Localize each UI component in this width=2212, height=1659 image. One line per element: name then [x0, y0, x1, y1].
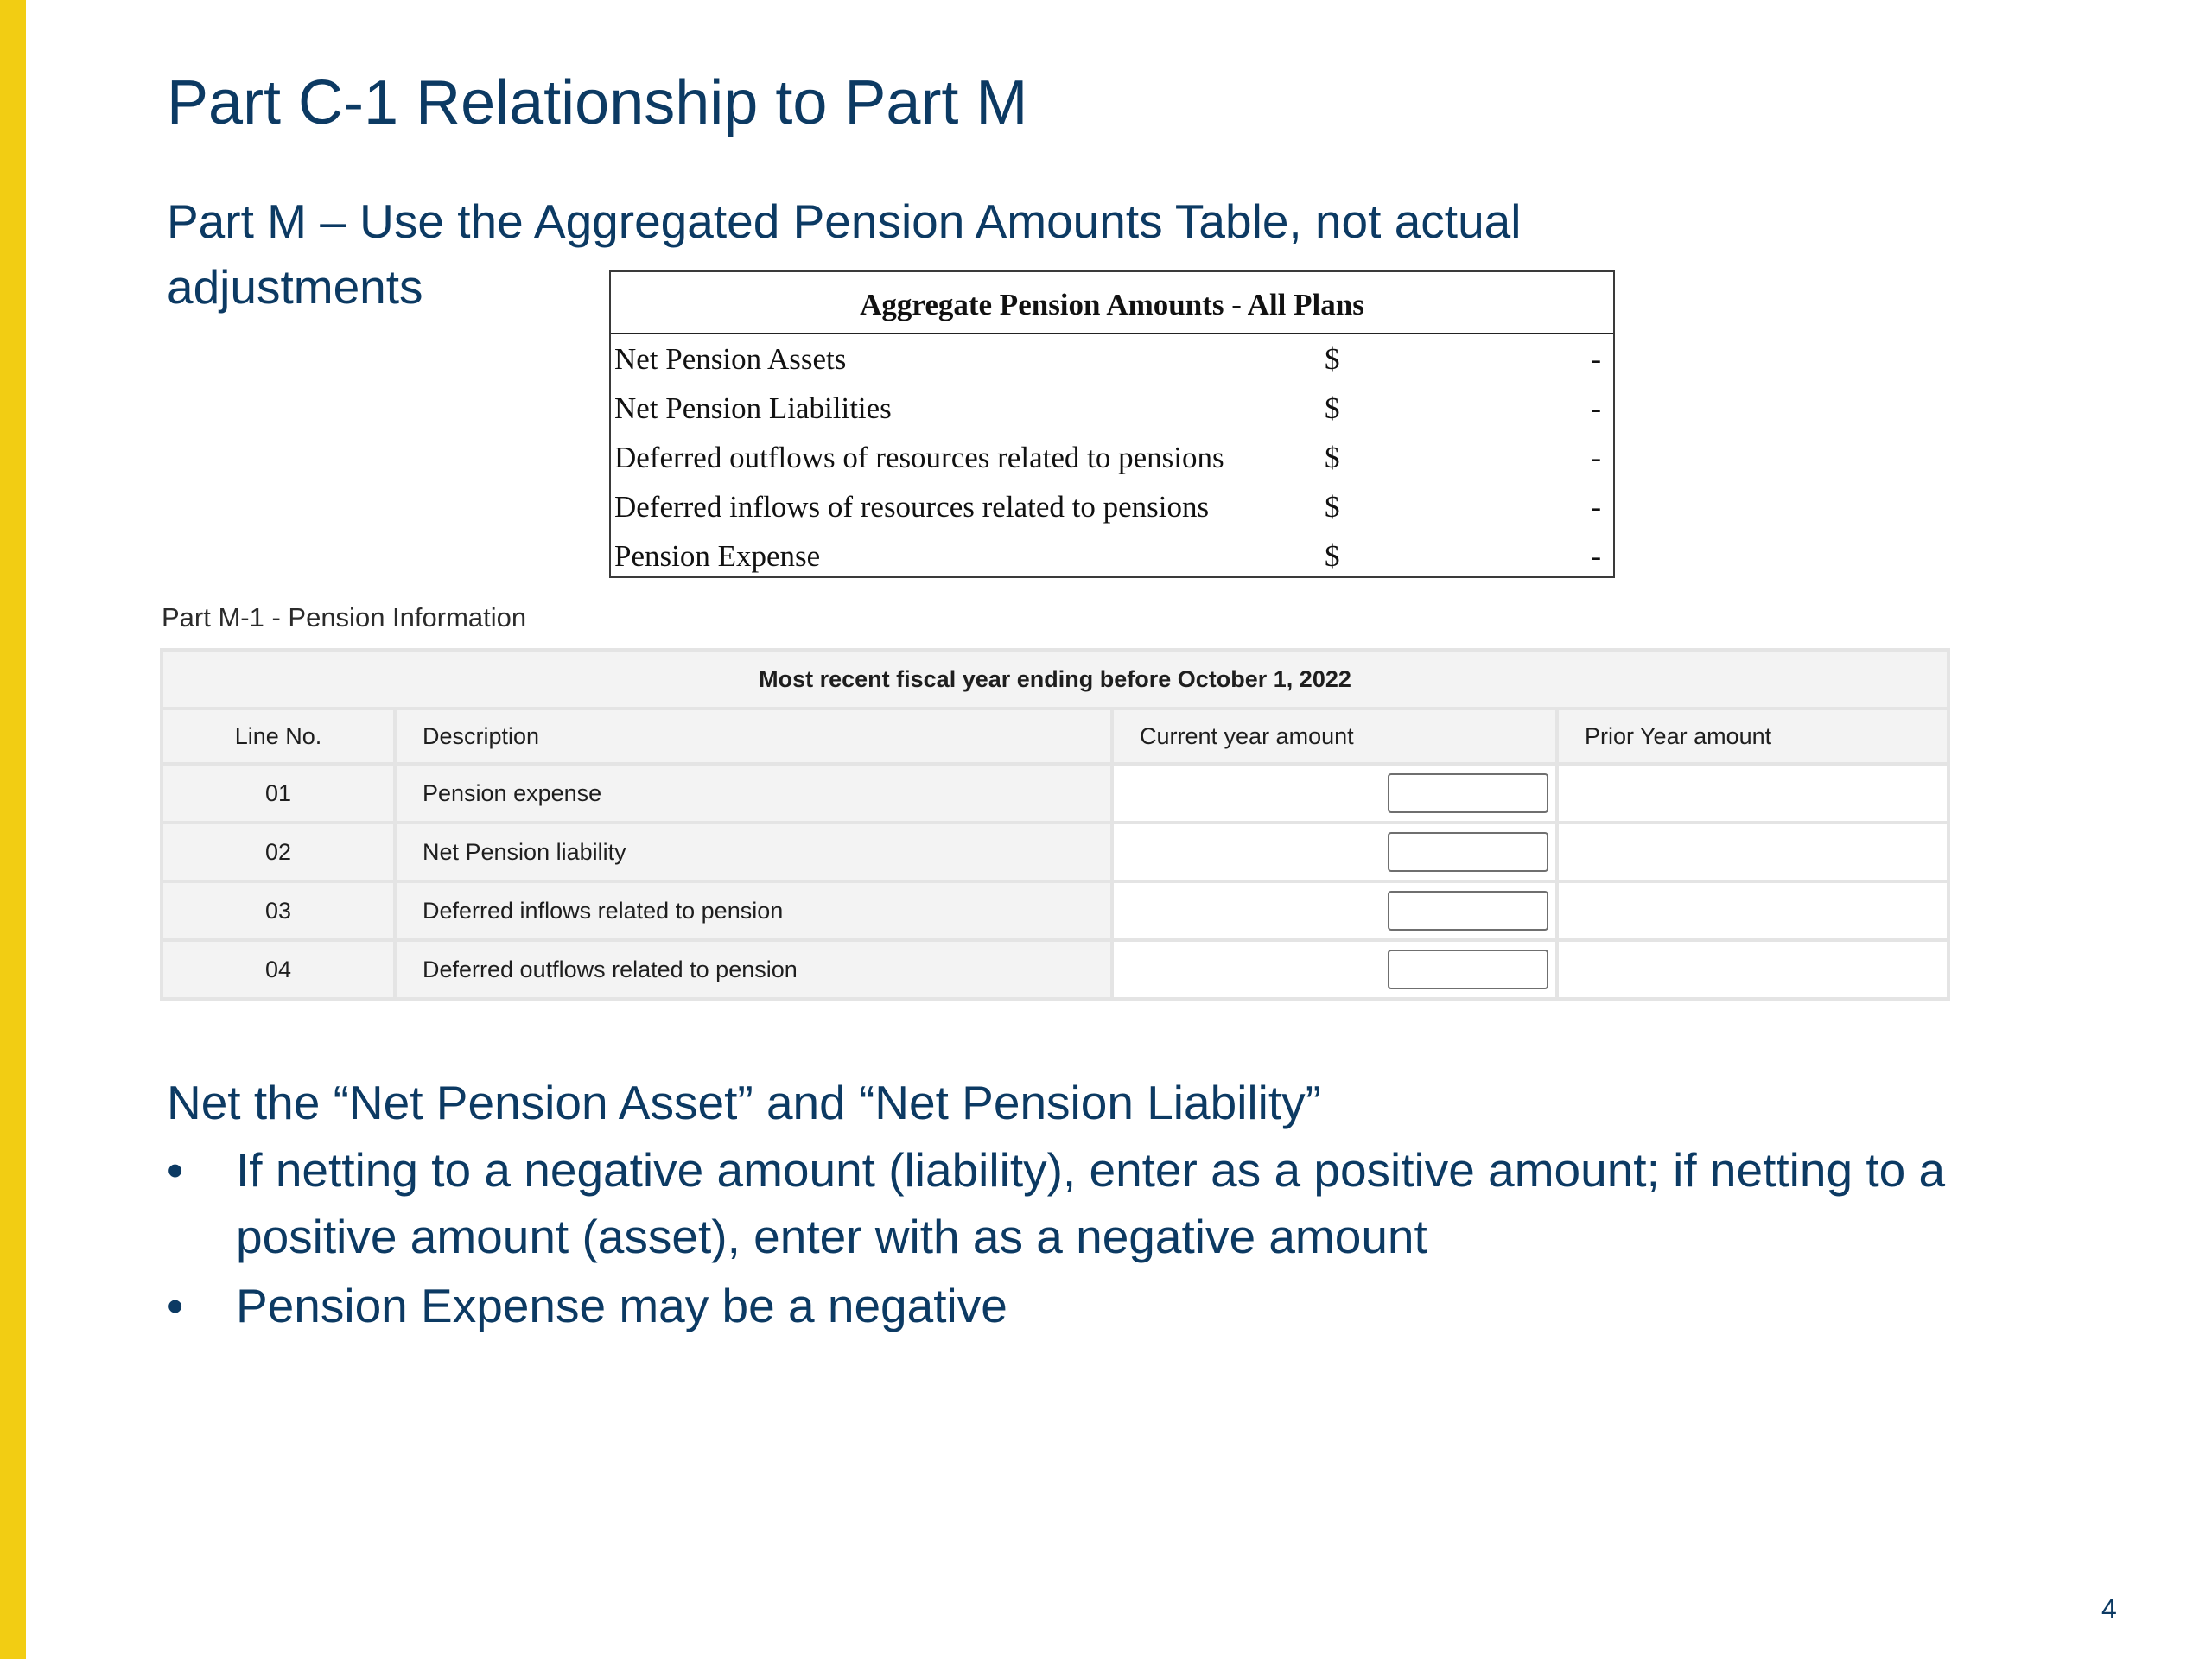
current-year-cell — [1112, 764, 1557, 823]
current-year-cell — [1112, 823, 1557, 881]
bullet-icon: • — [167, 1143, 184, 1197]
prior-year-cell — [1557, 940, 1948, 999]
aggregate-pension-table — [609, 270, 1615, 578]
line-description: Deferred outflows related to pension — [395, 940, 1112, 999]
aggregate-row-label: Net Pension Assets — [614, 342, 847, 376]
column-header-row — [162, 709, 1948, 764]
bullet-text: If netting to a negative amount (liability), enter as a positive amount; if netting to a positive amount (asset), enter with as a negative amount — [236, 1143, 1946, 1263]
list-item — [167, 1273, 2068, 1339]
aggregate-row-value: - — [1591, 391, 1601, 425]
aggregate-row-value: - — [1591, 539, 1601, 573]
aggregate-row-label: Deferred inflows of resources related to pensions — [614, 490, 1210, 524]
prior-year-cell — [1557, 823, 1948, 881]
table-row — [162, 881, 1948, 940]
table-row — [162, 823, 1948, 881]
column-header-current-year: Current year amount — [1112, 709, 1557, 764]
aggregate-row-value: - — [1591, 441, 1601, 474]
column-header-prior-year: Prior Year amount — [1557, 709, 1948, 764]
current-year-amount-input[interactable] — [1388, 891, 1548, 931]
aggregate-row-value: - — [1591, 342, 1601, 376]
column-header-line-no: Line No. — [162, 709, 395, 764]
page-number: 4 — [2101, 1593, 2117, 1624]
bullet-icon: • — [167, 1279, 184, 1332]
line-number: 02 — [162, 823, 395, 881]
slide-subtitle: Part M – Use the Aggregated Pension Amounts Table, not actual adjustments — [167, 194, 1522, 314]
line-number: 01 — [162, 764, 395, 823]
aggregate-row-label: Deferred outflows of resources related to pensions — [614, 441, 1224, 474]
fiscal-year-header: Most recent fiscal year ending before October 1, 2022 — [162, 650, 1948, 709]
line-description: Pension expense — [395, 764, 1112, 823]
current-year-amount-input[interactable] — [1388, 773, 1548, 813]
bullet-text: Pension Expense may be a negative — [236, 1279, 1007, 1332]
aggregate-row-label: Pension Expense — [614, 539, 821, 573]
line-description: Net Pension liability — [395, 823, 1112, 881]
line-number: 03 — [162, 881, 395, 940]
slide-title: Part C-1 Relationship to Part M — [167, 68, 1028, 137]
aggregate-row — [611, 433, 1613, 482]
prior-year-cell — [1557, 881, 1948, 940]
table-row — [162, 940, 1948, 999]
pension-information-table — [160, 648, 1950, 1001]
part-m1-heading: Part M-1 - Pension Information — [162, 602, 527, 632]
current-year-amount-input[interactable] — [1388, 950, 1548, 989]
aggregate-row — [611, 531, 1613, 581]
aggregate-table-title: Aggregate Pension Amounts - All Plans — [611, 272, 1613, 334]
currency-symbol: $ — [1325, 441, 1340, 474]
current-year-cell — [1112, 881, 1557, 940]
current-year-cell — [1112, 940, 1557, 999]
currency-symbol: $ — [1325, 342, 1340, 376]
guidance-bullet-list — [167, 1137, 2068, 1342]
aggregate-row — [611, 334, 1613, 384]
current-year-amount-input[interactable] — [1388, 832, 1548, 872]
table-header-row — [162, 650, 1948, 709]
line-description: Deferred inflows related to pension — [395, 881, 1112, 940]
aggregate-row-value: - — [1591, 490, 1601, 524]
currency-symbol: $ — [1325, 490, 1340, 524]
currency-symbol: $ — [1325, 539, 1340, 573]
aggregate-row — [611, 482, 1613, 531]
list-item — [167, 1137, 2068, 1270]
table-row — [162, 764, 1948, 823]
aggregate-row-label: Net Pension Liabilities — [614, 391, 892, 425]
line-number: 04 — [162, 940, 395, 999]
net-pension-heading: Net the “Net Pension Asset” and “Net Pension Liability” — [167, 1076, 1321, 1129]
column-header-description: Description — [395, 709, 1112, 764]
currency-symbol: $ — [1325, 391, 1340, 425]
aggregate-row — [611, 384, 1613, 433]
prior-year-cell — [1557, 764, 1948, 823]
accent-sidebar — [0, 0, 26, 1659]
